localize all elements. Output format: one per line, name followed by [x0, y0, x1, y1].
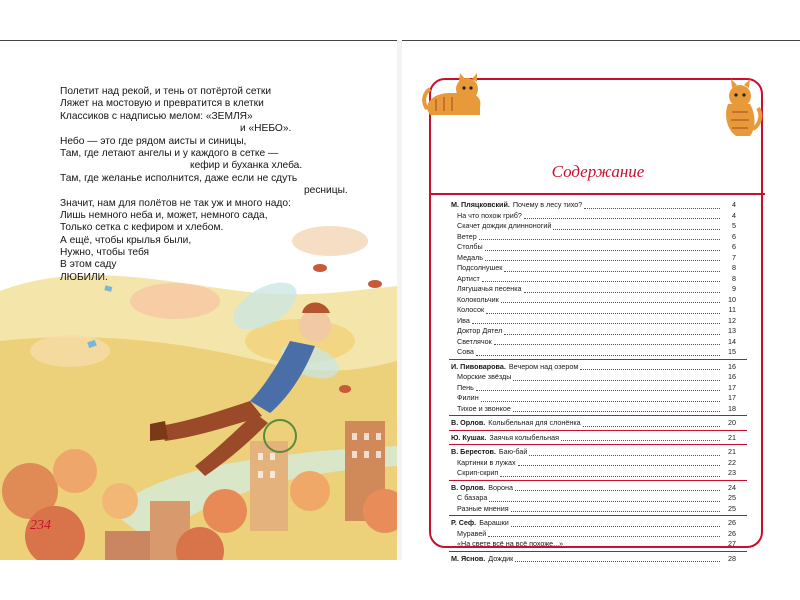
- toc-entry: [431, 274, 765, 285]
- toc-entry: [431, 529, 765, 540]
- poem-text: [60, 86, 360, 284]
- toc-entry-title: Ива: [457, 315, 470, 325]
- toc-entry: [431, 554, 765, 565]
- poem-line: Значит, нам для полётов не так уж и много надо:: [60, 197, 291, 209]
- toc-leader-dots: [476, 355, 720, 356]
- toc-entry: [431, 383, 765, 394]
- toc-entry-title: Светлячок: [457, 336, 492, 346]
- poem-line: Лишь немного неба и, может, немного сада,: [60, 209, 268, 221]
- toc-page-number: 17: [728, 382, 736, 392]
- toc-leader-dots: [584, 208, 720, 209]
- toc-leader-dots: [479, 239, 720, 240]
- toc-page-number: 25: [728, 493, 736, 502]
- toc-page-number: 14: [728, 336, 736, 346]
- toc-entry-title: Подсолнушек: [457, 263, 503, 272]
- toc-leader-dots: [565, 547, 720, 548]
- toc-entry: [431, 393, 765, 404]
- toc-entry: [431, 221, 765, 232]
- poem-line: Там, где желанье исполнится, даже если не сдуть: [60, 172, 298, 184]
- toc-leader-dots: [511, 511, 720, 512]
- toc-page-number: 5: [732, 221, 736, 230]
- toc-entry: [431, 337, 765, 348]
- toc-page-number: 21: [728, 447, 736, 456]
- toc-page-number: 15: [728, 347, 736, 356]
- toc-leader-dots: [580, 369, 720, 370]
- toc-entry: [431, 316, 765, 327]
- toc-entry: [431, 305, 765, 316]
- toc-entry-title: Пень: [457, 382, 474, 392]
- toc-entry-title: Колокольчик: [457, 294, 499, 304]
- poem-line: А ещё, чтобы крылья были,: [60, 234, 192, 246]
- toc-entry: [431, 418, 765, 429]
- toc-entry: [431, 539, 765, 550]
- toc-page-number: 16: [728, 361, 736, 371]
- toc-page-number: 24: [728, 482, 736, 492]
- toc-entry: [431, 518, 765, 529]
- toc-page-number: 26: [728, 528, 736, 538]
- toc-entry-title: Скрип-скрип: [457, 468, 499, 477]
- toc-leader-dots: [511, 526, 720, 527]
- toc-leader-dots: [553, 229, 720, 230]
- toc-leader-dots: [583, 426, 720, 427]
- toc-entry-title: Медаль: [457, 252, 484, 262]
- toc-entry-title: Колыбельная для слонёнка: [488, 418, 581, 427]
- toc-entry-title: Лягушачья песенка: [457, 284, 522, 293]
- toc-page-number: 11: [728, 305, 736, 314]
- toc-entry-title: Заячья колыбельная: [489, 432, 559, 442]
- toc-entry: [431, 468, 765, 479]
- toc-leader-dots: [504, 334, 720, 335]
- toc-entry: [431, 362, 765, 373]
- toc-leader-dots: [513, 411, 720, 412]
- toc-author: М. Пляцковский.: [451, 200, 510, 209]
- toc-leader-dots: [504, 271, 720, 272]
- toc-leader-dots: [501, 302, 720, 303]
- toc-author: В. Орлов.: [451, 482, 486, 492]
- toc-leader-dots: [485, 250, 720, 251]
- toc-page-number: 27: [728, 539, 736, 548]
- toc-entry-title: Почему в лесу тихо?: [512, 200, 583, 209]
- toc-leader-dots: [518, 465, 720, 466]
- toc-page-number: 9: [732, 284, 736, 293]
- toc-entry: [431, 372, 765, 383]
- toc-leader-dots: [485, 260, 720, 261]
- toc-leader-dots: [481, 401, 720, 402]
- toc-entry: [431, 326, 765, 337]
- toc-entry-title: С базара: [457, 493, 488, 502]
- toc-author: В. Орлов.: [451, 418, 486, 427]
- poem-line: Только сетка с кефиром и хлебом.: [60, 222, 224, 234]
- cat-illustration-right: [718, 74, 763, 139]
- toc-author: В. Берестов.: [451, 447, 496, 456]
- toc-page-number: 21: [728, 432, 736, 442]
- toc-page-number: 6: [732, 242, 736, 251]
- toc-page-number: 22: [728, 457, 736, 467]
- toc-page-number: 20: [728, 418, 736, 427]
- toc-entry: [431, 447, 765, 458]
- toc-entry-title: Разные мнения: [457, 503, 509, 513]
- poem-line: ЛЮБИЛИ.: [60, 271, 108, 283]
- toc-entry-title: Столбы: [457, 242, 483, 251]
- toc-leader-dots: [494, 344, 720, 345]
- toc-entry: [431, 433, 765, 444]
- toc-entry: [431, 347, 765, 358]
- toc-page-number: 25: [728, 503, 736, 513]
- toc-entry-title: Тихое и звонкое: [457, 403, 511, 413]
- toc-page-number: 17: [728, 393, 736, 402]
- toc-leader-dots: [476, 390, 720, 391]
- toc-entry-title: Филин: [457, 393, 479, 402]
- toc-leader-dots: [529, 455, 720, 456]
- right-page: [402, 40, 800, 563]
- toc-leader-dots: [500, 476, 720, 477]
- toc-leader-dots: [472, 323, 720, 324]
- toc-entry: [431, 242, 765, 253]
- toc-leader-dots: [488, 536, 720, 537]
- toc-page-number: 6: [732, 231, 736, 241]
- toc-entry: [431, 295, 765, 306]
- toc-page-number: 8: [732, 263, 736, 272]
- toc-frame: [429, 78, 763, 563]
- toc-entry: [431, 263, 765, 274]
- toc-page-number: 4: [732, 200, 736, 209]
- toc-entry-title: Артист: [457, 273, 480, 283]
- toc-entry: [431, 284, 765, 295]
- page-number: 234: [30, 518, 51, 533]
- toc-author: Ю. Кушак.: [451, 432, 487, 442]
- toc-entry: [431, 504, 765, 515]
- poem-line: ресницы.: [304, 185, 348, 197]
- toc-entry: [431, 211, 765, 222]
- toc-page-number: 4: [732, 210, 736, 220]
- toc-title: Содержание: [551, 162, 645, 181]
- toc-page-number: 16: [728, 372, 736, 381]
- poem-line: Небо — это где рядом аисты и синицы,: [60, 135, 247, 147]
- toc-leader-dots: [486, 313, 720, 314]
- poem-line: Классиков с надписью мелом: «ЗЕМЛЯ»: [60, 110, 253, 122]
- toc-entry-title: Дождик: [488, 553, 514, 563]
- toc-entry-title: Вечером над озером: [508, 361, 579, 371]
- toc-entry: [431, 483, 765, 494]
- poem-line: кефир и буханка хлеба.: [190, 160, 303, 172]
- toc-entry-title: Колосок: [457, 305, 485, 314]
- toc-author: Р. Сеф.: [451, 518, 477, 527]
- toc-page-number: 26: [728, 518, 736, 527]
- toc-leader-dots: [515, 490, 720, 491]
- toc-entry-title: Скачет дождик длинноногий: [457, 221, 552, 230]
- toc-entry-title: Сова: [457, 347, 474, 356]
- toc-entry-title: Картинки в лужах: [457, 457, 516, 467]
- toc-entry-title: Ветер: [457, 231, 477, 241]
- toc-entry-title: Морские звёзды: [457, 372, 512, 381]
- poem-line: и «НЕБО».: [240, 123, 292, 135]
- toc-entry-title: Барашки: [479, 518, 509, 527]
- toc-page-number: 23: [728, 468, 736, 477]
- toc-entry: [431, 253, 765, 264]
- toc-leader-dots: [513, 380, 720, 381]
- toc-author: И. Пивоварова.: [451, 361, 506, 371]
- toc-page-number: 8: [732, 273, 736, 283]
- toc-page-number: 7: [732, 252, 736, 262]
- toc-divider: [431, 193, 765, 195]
- poem-line: Полетит над рекой, и тень от потёртой сетки: [60, 86, 272, 97]
- poem-line: Ляжет на мостовую и превратится в клетки: [60, 98, 264, 110]
- toc-page-number: 18: [728, 403, 736, 413]
- toc-entry-title: Доктор Дятел: [457, 326, 503, 335]
- toc-list: [431, 200, 765, 564]
- cat-illustration-left: [422, 71, 487, 121]
- toc-entry-title: Баю-бай: [498, 447, 528, 456]
- toc-author: М. Яснов.: [451, 553, 486, 563]
- toc-entry-title: Муравей: [457, 528, 487, 538]
- toc-page-number: 12: [728, 315, 736, 325]
- toc-entry: [431, 493, 765, 504]
- toc-page-number: 10: [728, 294, 736, 304]
- toc-entry-title: «На свете всё на всё похоже...»: [457, 539, 564, 548]
- toc-page-number: 28: [728, 553, 736, 563]
- toc-page-number: 13: [728, 326, 736, 335]
- toc-leader-dots: [489, 501, 720, 502]
- toc-leader-dots: [524, 292, 720, 293]
- toc-leader-dots: [482, 281, 720, 282]
- poem-line: Там, где летают ангелы и у каждого в сетке —: [60, 147, 279, 159]
- toc-leader-dots: [524, 218, 720, 219]
- poem-line: Нужно, чтобы тебя: [60, 247, 150, 259]
- toc-leader-dots: [561, 440, 720, 441]
- toc-entry: [431, 200, 765, 211]
- toc-entry: [431, 404, 765, 415]
- poem-line: В этом саду: [60, 259, 117, 271]
- book-spread: [0, 40, 800, 563]
- toc-entry-title: Ворона: [488, 482, 514, 492]
- left-page: [0, 40, 397, 560]
- toc-entry: [431, 232, 765, 243]
- toc-entry-title: На что похож гриб?: [457, 210, 522, 220]
- toc-entry: [431, 458, 765, 469]
- toc-leader-dots: [515, 561, 720, 562]
